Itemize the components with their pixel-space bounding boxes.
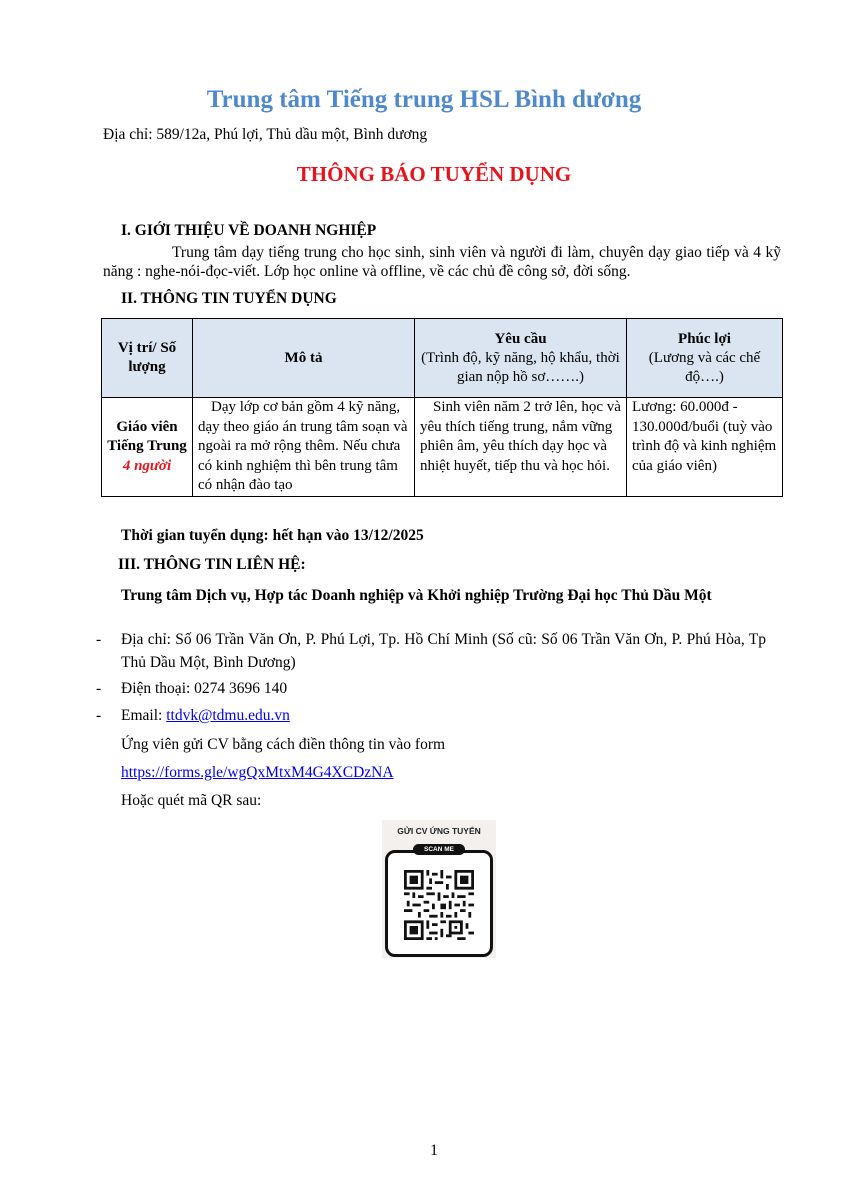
header-benefits-sub: (Lương và các chế độ….) [648,349,761,385]
recruitment-deadline: Thời gian tuyển dụng: hết hạn vào 13/12/2025 [121,527,424,544]
contact-phone-item [96,677,766,700]
table-header-row [102,319,783,398]
position-title: Giáo viên Tiếng Trung [107,418,187,455]
section-1-heading: I. GIỚI THIỆU VỀ DOANH NGHIỆP [121,222,377,239]
header-description: Mô tả [193,319,415,398]
benefits-cell: Lương: 60.000đ - 130.000đ/buổi (tuỳ vào trình độ và kinh nghiệm của giáo viên) [627,398,783,497]
header-requirements [415,319,627,398]
header-requirements-title: Yêu cầu [494,330,547,347]
form-link-line [121,764,394,782]
qr-code-icon[interactable] [404,870,474,940]
bullet-dash: - [96,707,102,724]
section-2-heading: II. THÔNG TIN TUYỂN DỤNG [121,290,337,307]
table-row [102,398,783,497]
form-link[interactable]: https://forms.gle/wgQxMtxM4G4XCDzNA [121,764,394,781]
requirements-cell: Sinh viên năm 2 trở lên, học và yêu thích tiếng trung, nắm vững phiên âm, yêu thích dạy học và nhiệt huyết, tiếp thu và học hỏi. [415,398,627,497]
document-title: Trung tâm Tiếng trung HSL Bình dương [206,86,642,113]
center-address: Địa chỉ: 589/12a, Phú lợi, Thủ dầu một, Bình dương [103,126,428,143]
cv-instruction: Ứng viên gửi CV bằng cách điền thông tin vào form [121,736,446,753]
company-intro-text: Trung tâm dạy tiếng trung cho học sinh, sinh viên và người đi làm, chuyên dạy giao tiếp và 4 kỹ năng : nghe-nói-đọc-viết. Lớp học online và offline, về các chủ đề công sở, đời sống. [103,244,781,280]
contact-address: Địa chỉ: Số 06 Trần Văn Ơn, P. Phú Lợi, Tp. Hồ Chí Minh (Số cũ: Số 06 Trần Văn Ơn, P. Phú Hòa, Tp Thủ Dầu Một, Bình Dương) [121,631,766,671]
recruitment-table [101,318,783,497]
header-benefits [627,319,783,398]
header-requirements-sub: (Trình độ, kỹ năng, hộ khẩu, thời gian nộp hồ sơ…….) [421,349,620,385]
qr-code-card [382,820,496,958]
header-benefits-title: Phúc lợi [678,330,731,347]
contact-address-item [96,628,766,674]
position-cell [102,398,193,497]
email-label: Email: [121,707,167,724]
section-3-heading: III. THÔNG TIN LIÊN HỆ: [118,556,306,573]
contact-organization: Trung tâm Dịch vụ, Hợp tác Doanh nghiệp và Khởi nghiệp Trường Đại học Thủ Dầu Một [121,587,712,604]
qr-instruction: Hoặc quét mã QR sau: [121,792,262,809]
recruitment-notice-heading: THÔNG BÁO TUYỂN DỤNG [296,162,572,186]
page-number: 1 [430,1142,438,1159]
contact-email-item [96,704,766,727]
qr-frame [385,850,493,957]
email-link[interactable]: ttdvk@tdmu.edu.vn [166,707,290,724]
position-count: 4 người [122,457,172,474]
bullet-dash: - [96,680,102,697]
bullet-dash: - [96,631,102,648]
qr-card-title: GỬI CV ỨNG TUYỂN [397,826,481,836]
description-cell: Dạy lớp cơ bản gồm 4 kỹ năng, dạy theo giáo án trung tâm soạn và ngoài ra mở rộng thêm. Nếu chưa có kinh nghiệm thì bên trung tâm có nhận đào tạo [193,398,415,497]
contact-phone: Điện thoại: 0274 3696 140 [121,680,288,697]
qr-scan-tag: SCAN ME [413,844,465,855]
header-position: Vị trí/ Số lượng [102,319,193,398]
